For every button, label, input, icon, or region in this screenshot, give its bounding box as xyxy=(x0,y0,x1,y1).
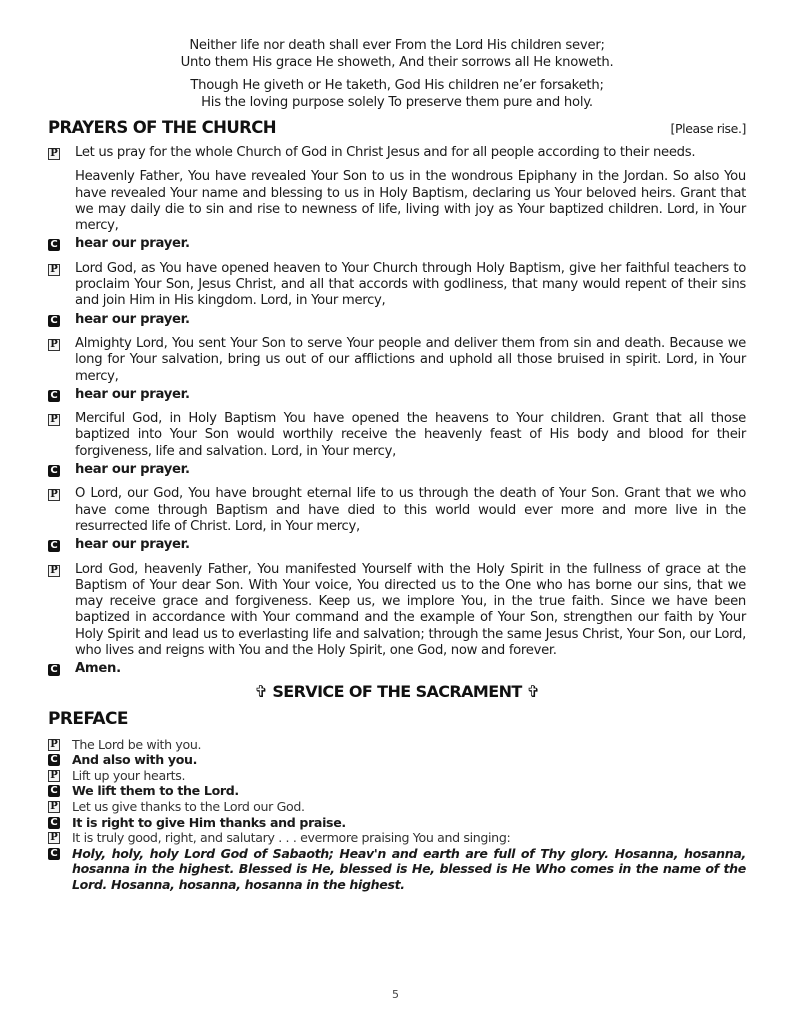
dialogue-text: It is truly good, right, and salutary . . . evermore praising You and singing: xyxy=(72,830,511,846)
congregation-c-icon: C xyxy=(48,664,60,676)
dialogue-text: Let us give thanks to the Lord our God. xyxy=(72,798,305,814)
pastor-p-icon: P xyxy=(48,339,60,351)
congregation-c-icon: C xyxy=(48,540,60,552)
pastor-petition xyxy=(48,562,746,660)
congregation-c-icon: C xyxy=(48,817,60,829)
petition-paragraph: Lord God, as You have opened heaven to Your Church through Holy Baptism, give her faithful teachers to proclaim Your Son, Jesus Christ, and all that accords with godliness, that many would repent of their sins and join Him in His kingdom. Lord, in Your mercy, xyxy=(75,260,746,309)
pastor-line xyxy=(48,830,746,846)
congregation-line xyxy=(48,752,746,768)
dialogue-text: Lift up your hearts. xyxy=(72,767,186,783)
petition-text xyxy=(75,562,746,660)
congregation-line xyxy=(48,783,746,799)
prayers-header xyxy=(48,118,746,137)
dialogue-text: Holy, holy, holy Lord God of Sabaoth; Heav'n and earth are full of Thy glory. Hosanna, hosanna, hosanna in the highest. Blessed is He, blessed is He, blessed is He Who comes in the name of the Lord. Hosanna, hosanna, hosanna in the highest. xyxy=(72,845,746,892)
congregation-response xyxy=(48,236,746,252)
congregation-response xyxy=(48,537,746,553)
cross-icon: ✞ xyxy=(254,681,268,701)
preface-dialogue xyxy=(48,737,746,893)
petition-paragraph: O Lord, our God, You have brought eternal life to us through the death of Your Son. Grant that we who have come through Baptism and have died to this world would ever more and more live in the resurrected life of Christ. Lord, in Your mercy, xyxy=(75,486,746,534)
response-text: Amen. xyxy=(75,661,121,677)
pastor-p-icon: P xyxy=(48,801,60,813)
hymn-stanza xyxy=(48,38,746,71)
dialogue-text: The Lord be with you. xyxy=(72,736,202,752)
hymn-line: Neither life nor death shall ever From the Lord His children sever; xyxy=(189,38,605,53)
congregation-response xyxy=(48,312,746,328)
hymn-line: His the loving purpose solely To preserve them pure and holy. xyxy=(201,94,593,110)
pastor-p-icon: P xyxy=(48,739,60,751)
sacrament-title: SERVICE OF THE SACRAMENT xyxy=(272,681,522,701)
response-text: hear our prayer. xyxy=(75,236,190,252)
page-number: 5 xyxy=(392,988,399,1001)
pastor-petition xyxy=(48,411,746,460)
congregation-c-icon: C xyxy=(48,785,60,797)
congregation-c-icon: C xyxy=(48,848,60,860)
petition-text xyxy=(75,486,746,535)
congregation-line xyxy=(48,846,746,893)
preface-title: PREFACE xyxy=(48,708,128,729)
dialogue-text: It is right to give Him thanks and praise. xyxy=(72,814,346,830)
cross-icon: ✞ xyxy=(526,681,540,701)
response-text: hear our prayer. xyxy=(75,311,190,327)
hymn-verses xyxy=(48,38,746,111)
petition-paragraph: Almighty Lord, You sent Your Son to serve Your people and deliver them from sin and death. Because we long for Your salvation, bring us out of our afflictions and uphold all those bruised in spirit. Lord, in Your mercy, xyxy=(75,335,746,384)
petition-text xyxy=(75,261,746,310)
hymn-line: Though He giveth or He taketh, God His children ne’er forsaketh; xyxy=(190,78,604,93)
congregation-c-icon: C xyxy=(48,390,60,402)
petition-paragraph: Heavenly Father, You have revealed Your Son to us in the wondrous Epiphany in the Jordan. So also You have revealed Your name and blessing to us in Holy Baptism, declaring us Your beloved heirs. Grant that we may daily die to sin and rise to newness of life, living with joy as Your baptized children. Lord, in Your mercy, xyxy=(75,169,746,234)
pastor-p-icon: P xyxy=(48,565,60,577)
response-text: hear our prayer. xyxy=(75,537,190,553)
sacrament-heading xyxy=(48,682,746,701)
bulletin-page xyxy=(48,38,746,893)
congregation-response xyxy=(48,661,746,677)
hymn-line: Unto them His grace He showeth, And their sorrows all He knoweth. xyxy=(180,54,614,70)
pastor-p-icon: P xyxy=(48,489,60,501)
petition-text xyxy=(75,336,746,385)
hymn-stanza xyxy=(48,78,746,111)
pastor-petition xyxy=(48,145,746,234)
congregation-c-icon: C xyxy=(48,465,60,477)
pastor-p-icon: P xyxy=(48,148,60,160)
congregation-c-icon: C xyxy=(48,754,60,766)
pastor-p-icon: P xyxy=(48,264,60,276)
pastor-p-icon: P xyxy=(48,832,60,844)
petition-paragraph: Let us pray for the whole Church of God in Christ Jesus and for all people according to their needs. xyxy=(75,145,696,160)
congregation-response xyxy=(48,387,746,403)
petition-text xyxy=(75,145,746,234)
response-text: hear our prayer. xyxy=(75,386,190,402)
pastor-petition xyxy=(48,336,746,385)
congregation-response xyxy=(48,462,746,478)
petition-paragraph: Merciful God, in Holy Baptism You have opened the heavens to Your children. Grant that all those baptized into Your Son would worthily receive the heavenly feast of His body and blood for their forgiveness, life and salvation. Lord, in Your mercy, xyxy=(75,411,746,459)
congregation-c-icon: C xyxy=(48,239,60,251)
pastor-p-icon: P xyxy=(48,770,60,782)
pastor-line xyxy=(48,768,746,784)
dialogue-text: We lift them to the Lord. xyxy=(72,783,239,799)
prayers-of-the-church xyxy=(48,145,746,678)
pastor-p-icon: P xyxy=(48,414,60,426)
pastor-petition xyxy=(48,261,746,310)
congregation-line xyxy=(48,815,746,831)
petition-text xyxy=(75,411,746,460)
response-text: hear our prayer. xyxy=(75,462,190,478)
pastor-line xyxy=(48,737,746,753)
pastor-line xyxy=(48,799,746,815)
dialogue-text: And also with you. xyxy=(72,752,198,768)
pastor-petition xyxy=(48,486,746,535)
petition-paragraph: Lord God, heavenly Father, You manifested Yourself with the Holy Spirit in the fullness of grace at the Baptism of Your dear Son. With Your voice, You directed us to the One who has borne our sins, that we may receive grace and forgiveness. Keep us, we implore You, in the true faith. Since we have been baptized in accordance with Your command and the example of Your Son, strengthen our faith by Your Holy Spirit and lead us to everlasting life and salvation; through the same Jesus Christ, Your Son, our Lord, who lives and reigns with You and the Holy Spirit, one God, now and forever. xyxy=(75,561,746,659)
rubric-note: [Please rise.] xyxy=(670,121,746,136)
congregation-c-icon: C xyxy=(48,315,60,327)
section-title: PRAYERS OF THE CHURCH xyxy=(48,118,277,137)
